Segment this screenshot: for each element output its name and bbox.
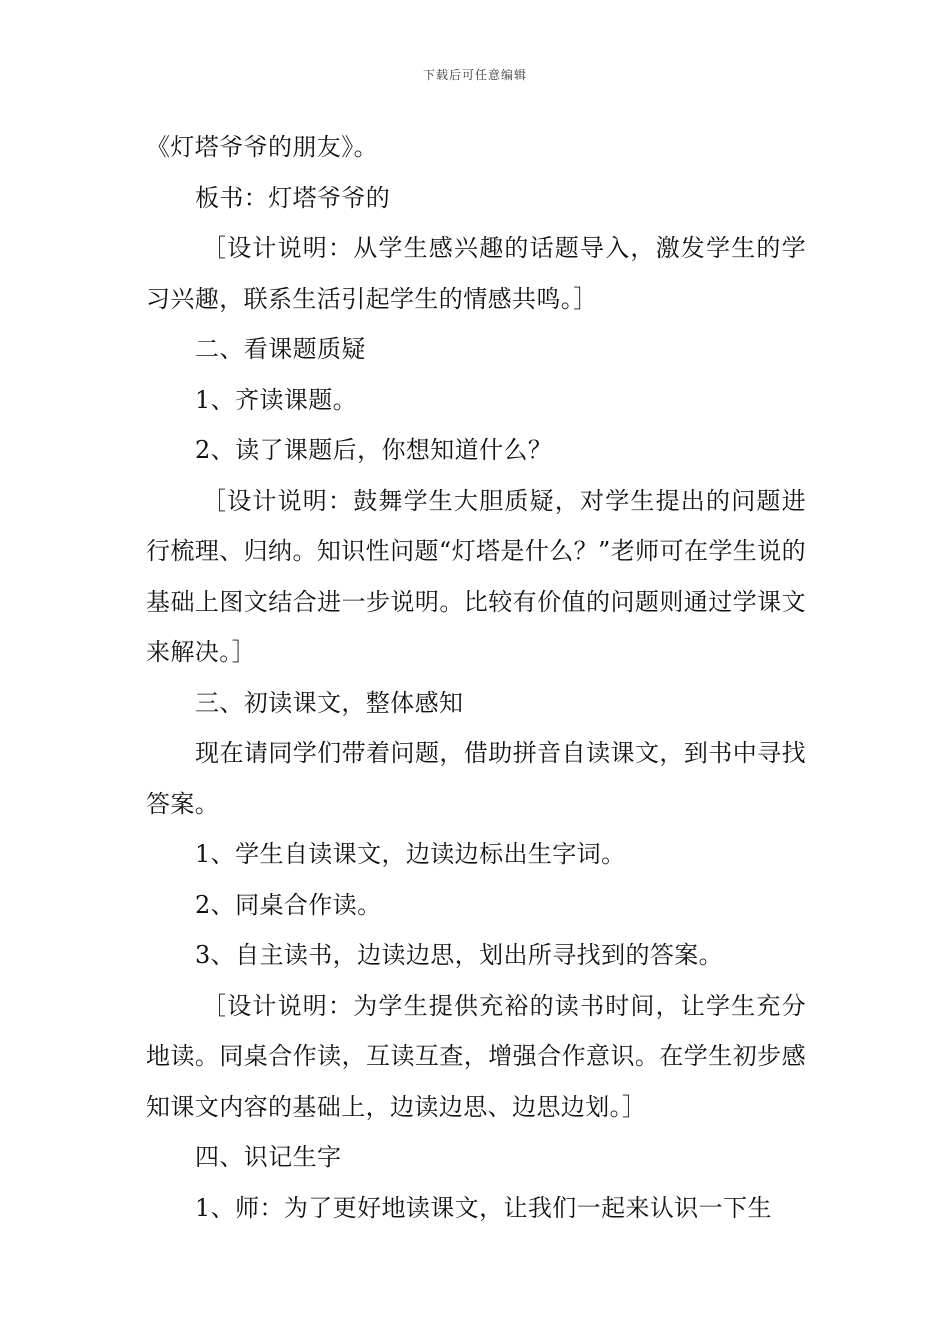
paragraph: 板书：灯塔爷爷的	[195, 183, 391, 212]
design-note: ［设计说明：鼓舞学生大胆质疑，对学生提出的问题进行梳理、归纳。知识性问题“灯塔是什么？”老师可在学生说的基础上图文结合进一步说明。比较有价值的问题则通过学课文来解决。］	[146, 486, 806, 666]
list-item: 1、师：为了更好地读课文，让我们一起来认识一下生	[195, 1193, 772, 1222]
header-note: 下载后可任意编辑	[422, 68, 527, 82]
list-item: 2、同桌合作读。	[195, 890, 382, 919]
list-item: 3、自主读书，边读边思，划出所寻找到的答案。	[195, 941, 724, 969]
list-item: 1、学生自读课文，边读边标出生字词。	[195, 840, 626, 868]
design-note: ［设计说明：从学生感兴趣的话题导入，激发学生的学习兴趣，联系生活引起学生的情感共鸣。］	[146, 234, 806, 313]
document-body	[146, 122, 806, 1233]
design-note: ［设计说明：为学生提供充裕的读书时间，让学生充分地读。同桌合作读，互读互查，增强合作意识。在学生初步感知课文内容的基础上，边读边思、边思边划。］	[146, 991, 806, 1121]
paragraph: 《灯塔爷爷的朋友》。	[146, 133, 378, 161]
section-heading: 四、识记生字	[195, 1143, 342, 1171]
list-item: 2、读了课题后，你想知道什么？	[195, 436, 553, 464]
paragraph: 现在请同学们带着问题，借助拼音自读课文，到书中寻找答案。	[146, 739, 806, 818]
section-heading: 三、初读课文，整体感知	[195, 688, 464, 717]
section-heading: 二、看课题质疑	[195, 335, 366, 363]
list-item: 1、齐读课题。	[195, 385, 358, 414]
